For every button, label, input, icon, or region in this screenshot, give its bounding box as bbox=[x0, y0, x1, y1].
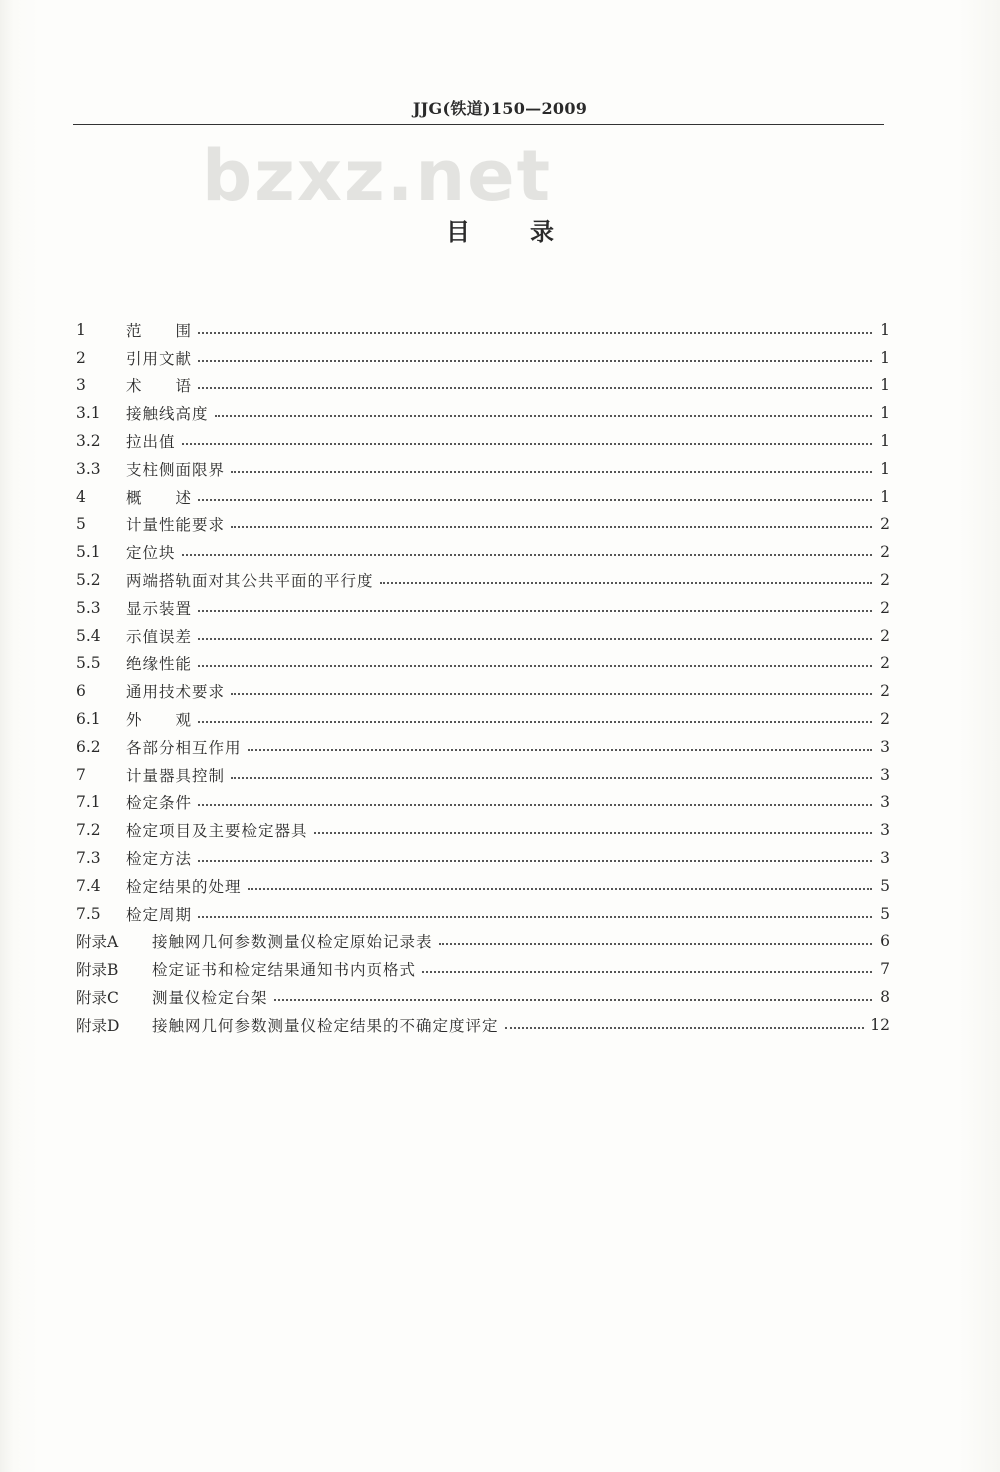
table-of-contents bbox=[76, 316, 890, 1039]
toc-entry[interactable] bbox=[76, 594, 890, 622]
toc-entry[interactable] bbox=[76, 372, 890, 400]
toc-entry-page-number: 1 bbox=[880, 376, 890, 395]
toc-entry[interactable] bbox=[76, 816, 890, 844]
toc-entry-number: 1 bbox=[76, 320, 86, 339]
toc-entry-label: 计量性能要求 bbox=[126, 516, 226, 535]
toc-dot-leader bbox=[198, 387, 872, 389]
toc-entry-number: 7.5 bbox=[76, 904, 101, 923]
toc-entry-page-number: 3 bbox=[880, 849, 890, 868]
toc-entry[interactable] bbox=[76, 427, 890, 455]
toc-entry-number: 5.1 bbox=[76, 543, 101, 562]
toc-entry-label: 接触网几何参数测量仪检定结果的不确定度评定 bbox=[152, 1016, 499, 1035]
toc-entry-page-number: 3 bbox=[880, 821, 890, 840]
toc-entry-number: 5 bbox=[76, 515, 86, 534]
toc-entry[interactable] bbox=[76, 1011, 890, 1039]
toc-entry-label: 术 语 bbox=[126, 377, 193, 396]
toc-entry[interactable] bbox=[76, 344, 890, 372]
toc-entry-number: 4 bbox=[76, 487, 86, 506]
toc-entry-label: 通用技术要求 bbox=[126, 683, 226, 702]
toc-entry-label: 检定条件 bbox=[126, 794, 193, 813]
toc-entry-label: 检定方法 bbox=[126, 850, 193, 869]
toc-dot-leader bbox=[198, 360, 872, 362]
toc-dot-leader bbox=[231, 526, 872, 528]
toc-entry-label: 显示装置 bbox=[126, 599, 193, 618]
toc-dot-leader bbox=[198, 499, 872, 501]
toc-entry-page-number: 2 bbox=[880, 571, 890, 590]
toc-entry-label: 示值误差 bbox=[126, 627, 193, 646]
toc-entry-number: 5.3 bbox=[76, 598, 101, 617]
toc-entry-page-number: 3 bbox=[880, 765, 890, 784]
toc-entry-number: 6.2 bbox=[76, 737, 101, 756]
toc-entry-page-number: 5 bbox=[880, 904, 890, 923]
toc-entry-number: 5.4 bbox=[76, 626, 101, 645]
toc-entry-label: 检定项目及主要检定器具 bbox=[126, 822, 308, 841]
toc-entry-page-number: 6 bbox=[880, 932, 890, 951]
document-code-header: JJG(铁道)150—2009 bbox=[412, 99, 588, 118]
toc-entry[interactable] bbox=[76, 983, 890, 1011]
toc-entry-number: 3.3 bbox=[76, 459, 101, 478]
toc-dot-leader bbox=[380, 582, 872, 584]
toc-entry-label: 接触线高度 bbox=[126, 405, 209, 424]
toc-entry-number: 7.3 bbox=[76, 849, 101, 868]
toc-entry[interactable] bbox=[76, 872, 890, 900]
toc-dot-leader bbox=[182, 443, 872, 445]
toc-entry-label: 接触网几何参数测量仪检定原始记录表 bbox=[152, 933, 433, 952]
toc-dot-leader bbox=[314, 832, 872, 834]
toc-entry-label: 引用文献 bbox=[126, 349, 193, 368]
toc-entry-label: 定位块 bbox=[126, 544, 176, 563]
toc-entry-label: 检定结果的处理 bbox=[126, 877, 242, 896]
toc-dot-leader bbox=[198, 610, 872, 612]
toc-entry-number: 5.2 bbox=[76, 571, 101, 590]
toc-entry-page-number: 2 bbox=[880, 515, 890, 534]
toc-entry-page-number: 7 bbox=[880, 960, 890, 979]
toc-entry[interactable] bbox=[76, 650, 890, 678]
toc-entry-label: 计量器具控制 bbox=[126, 766, 226, 785]
toc-entry-label: 概 述 bbox=[126, 488, 193, 507]
toc-entry[interactable] bbox=[76, 789, 890, 817]
watermark-logo: bzxz.net bbox=[202, 135, 553, 217]
toc-entry[interactable] bbox=[76, 761, 890, 789]
toc-entry[interactable] bbox=[76, 900, 890, 928]
toc-entry-page-number: 2 bbox=[880, 710, 890, 729]
toc-entry-number: 6 bbox=[76, 682, 86, 701]
toc-entry-label: 检定证书和检定结果通知书内页格式 bbox=[152, 961, 417, 980]
toc-dot-leader bbox=[182, 554, 872, 556]
toc-entry-number: 7.2 bbox=[76, 821, 101, 840]
toc-entry-page-number: 3 bbox=[880, 793, 890, 812]
toc-dot-leader bbox=[198, 860, 872, 862]
toc-entry-label: 支柱侧面限界 bbox=[126, 460, 226, 479]
toc-entry[interactable] bbox=[76, 538, 890, 566]
toc-entry-label: 绝缘性能 bbox=[126, 655, 193, 674]
toc-entry-number: 附录D bbox=[76, 1016, 120, 1035]
toc-dot-leader bbox=[198, 721, 872, 723]
toc-entry[interactable] bbox=[76, 733, 890, 761]
toc-entry-page-number: 1 bbox=[880, 348, 890, 367]
toc-entry-number: 3.1 bbox=[76, 404, 101, 423]
toc-dot-leader bbox=[274, 999, 872, 1001]
toc-entry-page-number: 1 bbox=[880, 404, 890, 423]
toc-entry-number: 7 bbox=[76, 765, 86, 784]
toc-entry[interactable] bbox=[76, 511, 890, 539]
toc-entry-label: 测量仪检定台架 bbox=[152, 989, 268, 1008]
toc-dot-leader bbox=[505, 1027, 865, 1029]
header-divider bbox=[73, 124, 884, 125]
toc-dot-leader bbox=[198, 916, 872, 918]
toc-dot-leader bbox=[231, 471, 872, 473]
toc-dot-leader bbox=[439, 943, 872, 945]
toc-entry-label: 拉出值 bbox=[126, 433, 176, 452]
toc-entry-label: 外 观 bbox=[126, 711, 193, 730]
toc-entry[interactable] bbox=[76, 316, 890, 344]
toc-entry-page-number: 3 bbox=[880, 737, 890, 756]
toc-entry[interactable] bbox=[76, 955, 890, 983]
toc-entry-label: 两端搭轨面对其公共平面的平行度 bbox=[126, 572, 374, 591]
toc-dot-leader bbox=[198, 332, 872, 334]
toc-entry[interactable] bbox=[76, 622, 890, 650]
toc-entry-page-number: 2 bbox=[880, 626, 890, 645]
toc-entry-number: 7.4 bbox=[76, 876, 101, 895]
toc-entry-label: 检定周期 bbox=[126, 905, 193, 924]
toc-entry[interactable] bbox=[76, 566, 890, 594]
toc-entry-page-number: 1 bbox=[880, 487, 890, 506]
toc-entry[interactable] bbox=[76, 705, 890, 733]
toc-entry-label: 范 围 bbox=[126, 321, 193, 340]
toc-dot-leader bbox=[248, 888, 872, 890]
toc-dot-leader bbox=[215, 415, 872, 417]
toc-entry-number: 2 bbox=[76, 348, 86, 367]
toc-entry[interactable] bbox=[76, 844, 890, 872]
toc-entry-page-number: 5 bbox=[880, 876, 890, 895]
toc-dot-leader bbox=[198, 665, 872, 667]
toc-dot-leader bbox=[248, 749, 872, 751]
toc-entry-number: 5.5 bbox=[76, 654, 101, 673]
toc-dot-leader bbox=[198, 804, 872, 806]
toc-entry-number: 附录C bbox=[76, 989, 119, 1008]
toc-title: 目录 bbox=[446, 218, 614, 246]
toc-entry-page-number: 2 bbox=[880, 543, 890, 562]
toc-entry-number: 3 bbox=[76, 376, 86, 395]
toc-dot-leader bbox=[198, 638, 872, 640]
toc-entry[interactable] bbox=[76, 455, 890, 483]
toc-entry-number: 3.2 bbox=[76, 432, 101, 451]
toc-entry-number: 6.1 bbox=[76, 710, 101, 729]
toc-dot-leader bbox=[422, 971, 872, 973]
toc-entry-page-number: 8 bbox=[880, 988, 890, 1007]
toc-entry-number: 7.1 bbox=[76, 793, 101, 812]
toc-entry[interactable] bbox=[76, 483, 890, 511]
toc-entry-label: 各部分相互作用 bbox=[126, 738, 242, 757]
toc-entry-page-number: 1 bbox=[880, 320, 890, 339]
toc-dot-leader bbox=[231, 777, 872, 779]
toc-entry-page-number: 1 bbox=[880, 432, 890, 451]
toc-entry[interactable] bbox=[76, 677, 890, 705]
toc-entry[interactable] bbox=[76, 928, 890, 956]
toc-entry-page-number: 12 bbox=[870, 1015, 890, 1034]
toc-entry-page-number: 2 bbox=[880, 598, 890, 617]
toc-entry[interactable] bbox=[76, 399, 890, 427]
toc-entry-number: 附录A bbox=[76, 933, 119, 952]
toc-entry-page-number: 2 bbox=[880, 654, 890, 673]
toc-entry-page-number: 2 bbox=[880, 682, 890, 701]
toc-dot-leader bbox=[231, 693, 872, 695]
toc-entry-page-number: 1 bbox=[880, 459, 890, 478]
toc-entry-number: 附录B bbox=[76, 961, 119, 980]
